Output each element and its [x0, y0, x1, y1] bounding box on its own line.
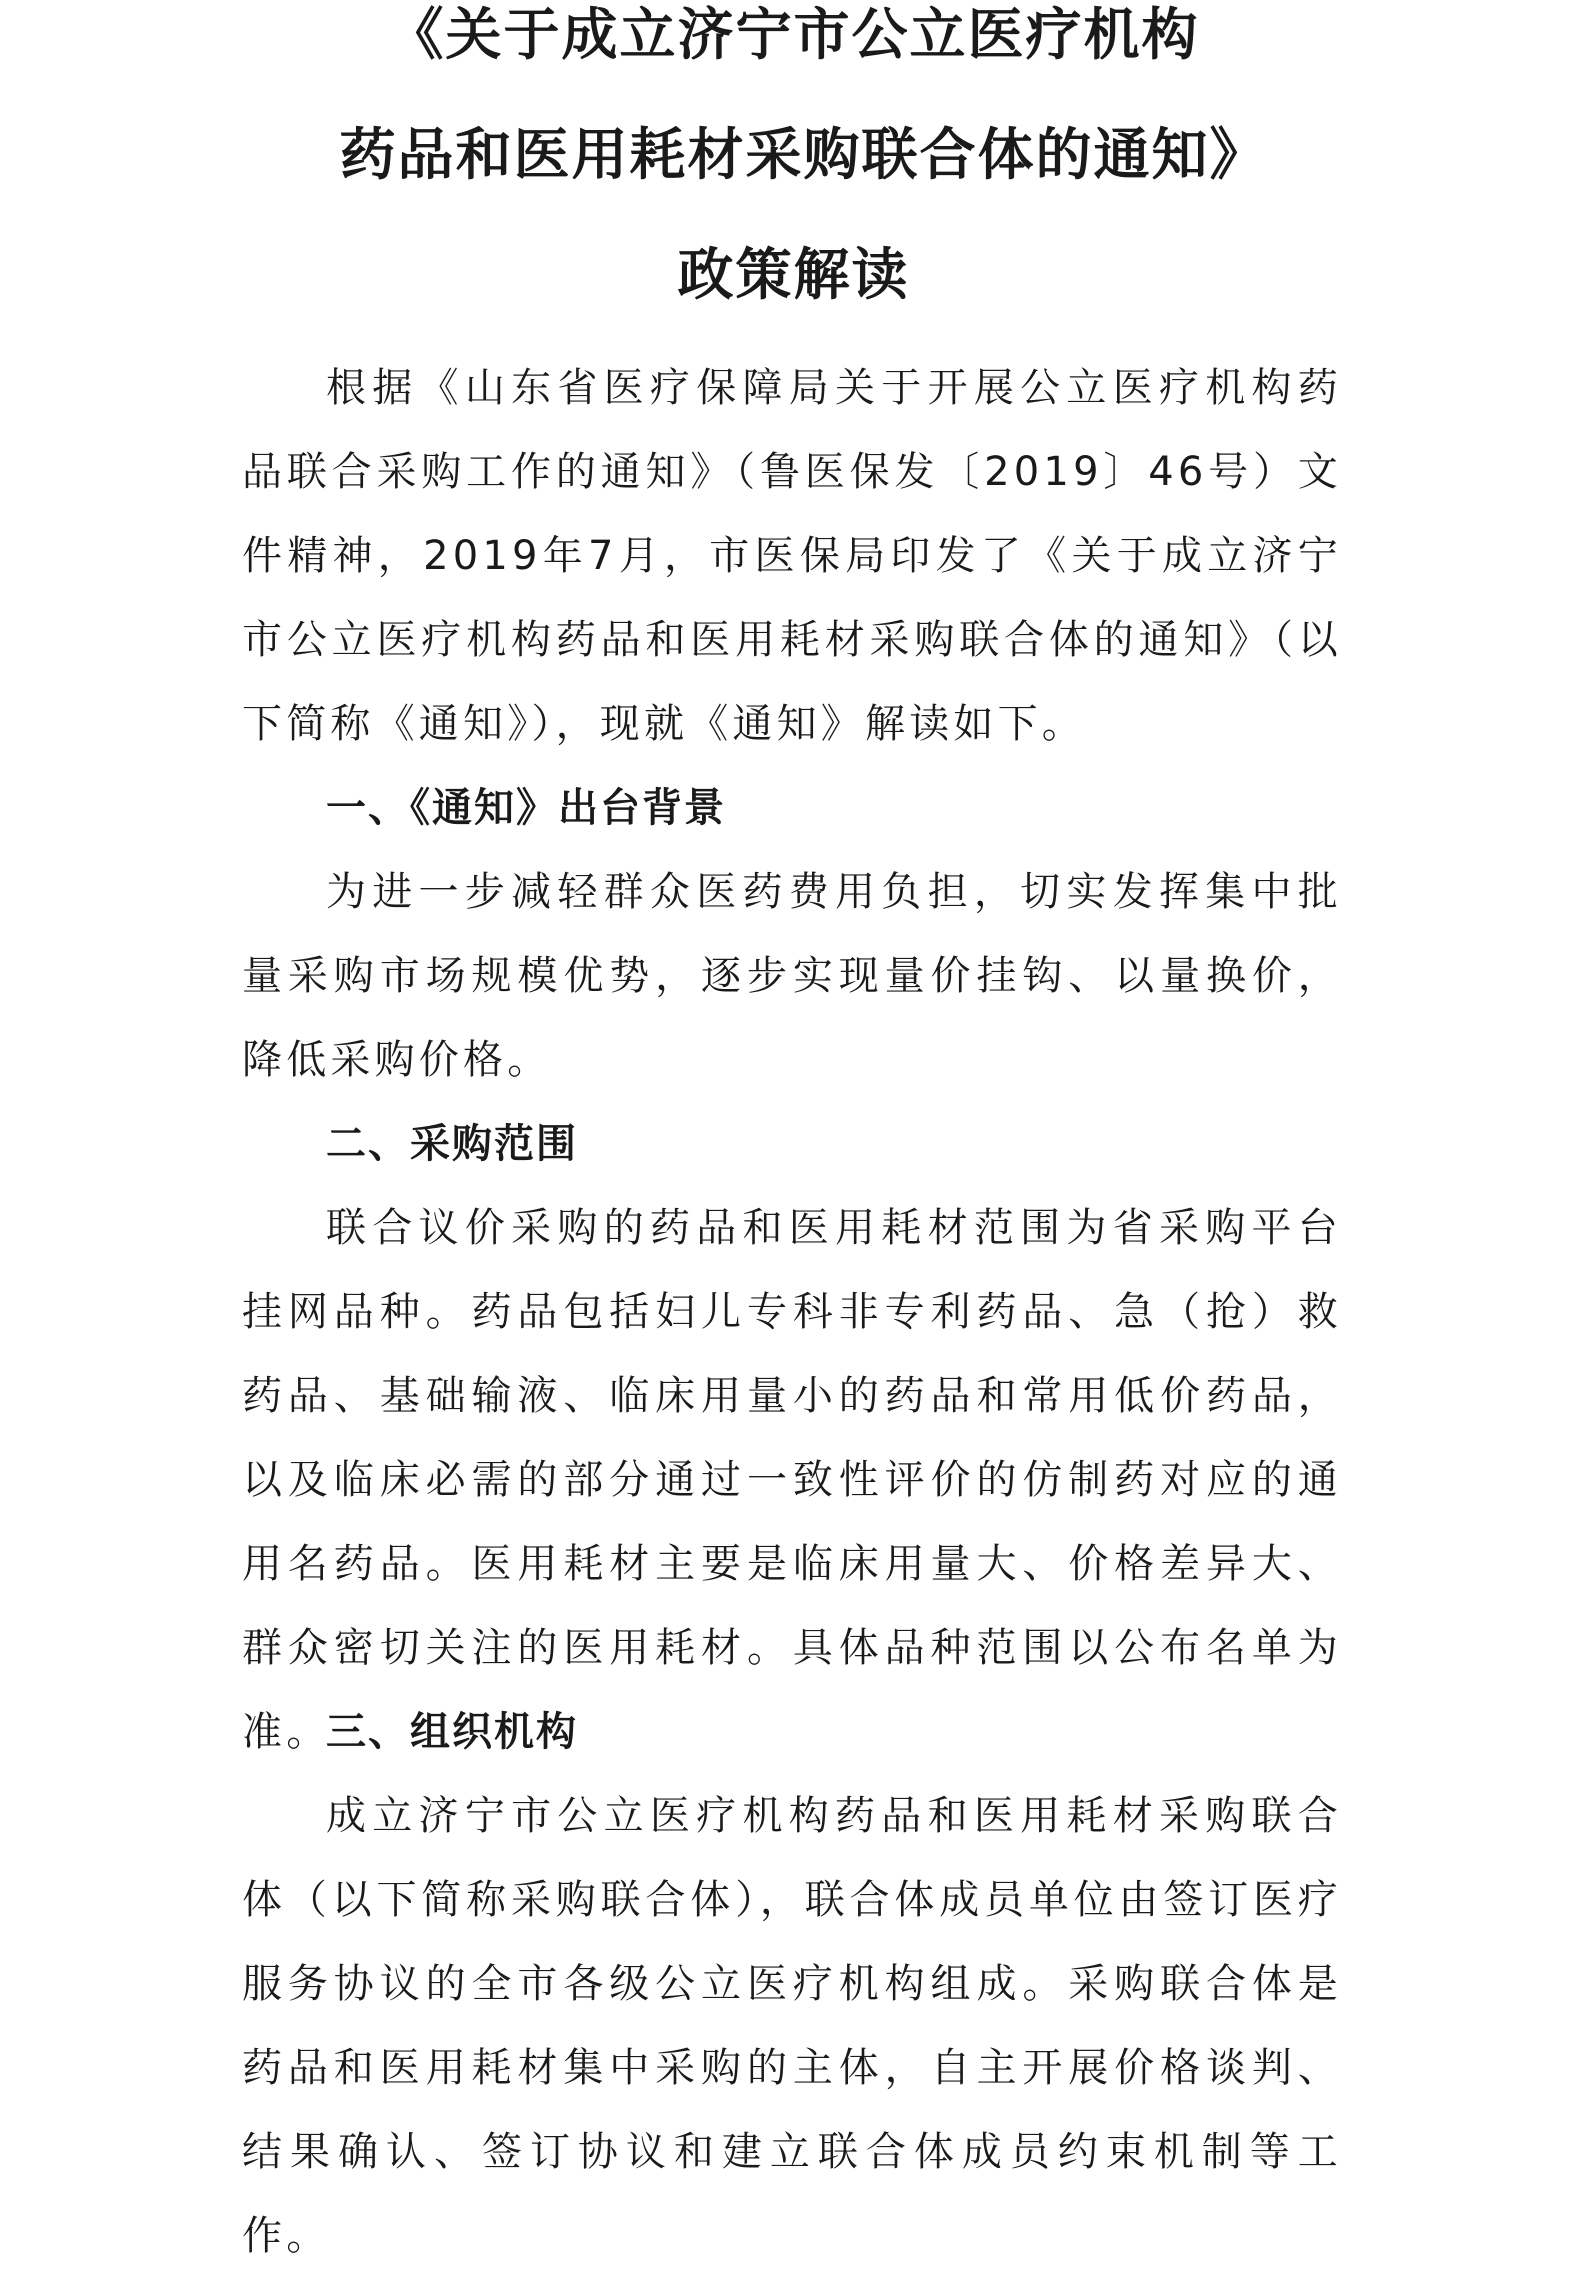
title-line-3: 政策解读 — [677, 242, 910, 308]
section-body-background: 为进一步减轻群众医药费用负担，切实发挥集中批量采购市场规模优势，逐步实现量价挂钩、以量换价，降低采购价格。 — [242, 869, 1342, 1083]
section-heading-organization: 三、组织机构 — [326, 1709, 578, 1755]
section-body-organization: 成立济宁市公立医疗机构药品和医用耗材采购联合体（以下简称采购联合体），联合体成员单位由签订医疗服务协议的全市各级公立医疗机构组成。采购联合体是药品和医用耗材集中采购的主体，自主开展价格谈判、结果确认、签订协议和建立联合体成员约束机制等工作。 — [242, 1793, 1342, 2259]
section-heading-scope: 二、采购范围 — [326, 1121, 578, 1167]
title-line-2: 药品和医用耗材采购联合体的通知》 — [339, 122, 1268, 188]
title-line-1: 《关于成立济宁市公立医疗机构 — [387, 2, 1200, 68]
section-body-scope: 联合议价采购的药品和医用耗材范围为省采购平台挂网品种。药品包括妇儿专科非专利药品、急（抢）救药品、基础输液、临床用量小的药品和常用低价药品，以及临床必需的部分通过一致性评价的仿制药对应的通用名药品。医用耗材主要是临床用量大、价格差异大、群众密切关注的医用耗材。具体品种范围以公布名单为准。 — [242, 1205, 1342, 1755]
intro-paragraph: 根据《山东省医疗保障局关于开展公立医疗机构药品联合采购工作的通知》（鲁医保发〔2019〕46号）文件精神，2019年7月，市医保局印发了《关于成立济宁市公立医疗机构药品和医用耗材采购联合体的通知》（以下简称《通知》），现就《通知》解读如下。 — [242, 365, 1342, 747]
section-heading-background: 一、《通知》出台背景 — [326, 785, 726, 831]
